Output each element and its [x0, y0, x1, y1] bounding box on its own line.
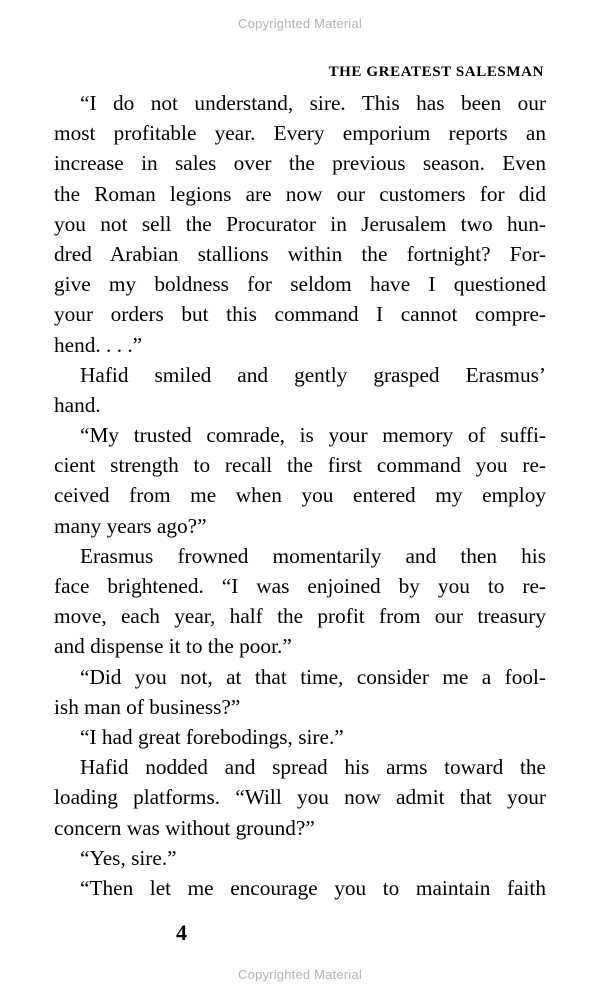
- text-line: your orders but this command I cannot compre-: [54, 302, 546, 327]
- text-line: ceived from me when you entered my employ: [54, 483, 546, 508]
- text-line: “Then let me encourage you to maintain faith: [80, 875, 546, 900]
- text-line: ish man of business?”: [54, 694, 241, 719]
- text-line: dred Arabian stallions within the fortnight? For-: [54, 241, 546, 266]
- text-line: cient strength to recall the first command you re-: [54, 453, 546, 478]
- running-head: THE GREATEST SALESMAN: [328, 64, 544, 80]
- text-line: “Did you not, at that time, consider me a fool-: [80, 664, 546, 689]
- copyright-watermark-top: Copyrighted Material: [238, 16, 362, 31]
- text-line: “Yes, sire.”: [80, 845, 177, 870]
- text-line: increase in sales over the previous season. Even: [54, 151, 546, 176]
- page-number: 4: [176, 920, 187, 945]
- text-line: most profitable year. Every emporium reports an: [54, 121, 546, 146]
- text-line: hend. . . .”: [54, 332, 143, 357]
- text-line: the Roman legions are now our customers for did: [54, 181, 546, 206]
- text-line: “I had great forebodings, sire.”: [80, 724, 344, 749]
- body-text: [54, 88, 546, 903]
- copyright-watermark-bottom: Copyrighted Material: [238, 967, 362, 982]
- text-line: give my boldness for seldom have I questioned: [54, 272, 546, 297]
- text-line: Hafid nodded and spread his arms toward the: [80, 755, 546, 780]
- text-line: many years ago?”: [54, 513, 207, 538]
- text-line: move, each year, half the profit from our treasury: [54, 604, 546, 629]
- text-line: loading platforms. “Will you now admit that your: [54, 785, 546, 810]
- text-line: Hafid smiled and gently grasped Erasmus’: [80, 362, 546, 387]
- text-line: and dispense it to the poor.”: [54, 634, 292, 659]
- text-line: Erasmus frowned momentarily and then his: [80, 543, 546, 568]
- text-line: “My trusted comrade, is your memory of suffi-: [80, 423, 546, 448]
- text-line: concern was without ground?”: [54, 815, 315, 840]
- text-line: hand.: [54, 392, 101, 417]
- text-line: face brightened. “I was enjoined by you to re-: [54, 574, 546, 598]
- text-line: you not sell the Procurator in Jerusalem two hun-: [54, 211, 546, 236]
- text-line: “I do not understand, sire. This has been our: [80, 91, 546, 115]
